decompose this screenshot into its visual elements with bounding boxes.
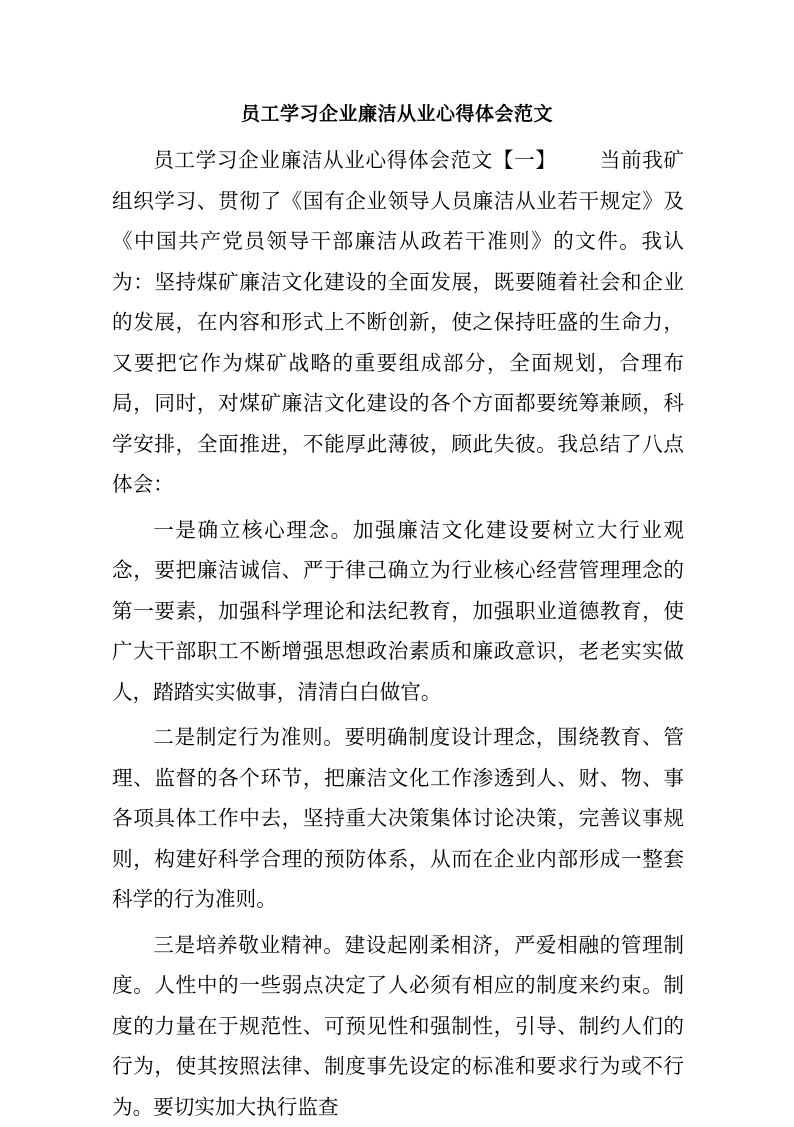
- paragraph-1: 一是确立核心理念。加强廉洁文化建设要树立大行业观念，要把廉洁诚信、严于律己确立为行业核心经营管理理念的第一要素，加强科学理论和法纪教育，加强职业道德教育，使广大干部职工不断增强思想政治素质和廉政意识，老老实实做人，踏踏实实做事，清清白白做官。: [112, 510, 684, 713]
- intro-gap: [557, 148, 600, 172]
- document-title: 员工学习企业廉洁从业心得体会范文: [0, 100, 794, 128]
- intro-paragraph: [112, 140, 684, 505]
- paragraph-2: 二是制定行为准则。要明确制度设计理念，围绕教育、管理、监督的各个环节，把廉洁文化工作渗透到人、财、物、事各项具体工作中去，坚持重大决策集体讨论决策，完善议事规则，构建好科学合理的预防体系，从而在企业内部形成一整套科学的行为准则。: [112, 717, 684, 920]
- intro-heading: 员工学习企业廉洁从业心得体会范文【一】: [153, 148, 556, 172]
- document-body: [112, 140, 684, 1127]
- paragraph-3: 三是培养敬业精神。建设起刚柔相济，严爱相融的管理制度。人性中的一些弱点决定了人必须有相应的制度来约束。制度的力量在于规范性、可预见性和强制性，引导、制约人们的行为，使其按照法律、制度事先设定的标准和要求行为或不行为。要切实加大执行监查: [112, 925, 684, 1127]
- intro-text: 当前我矿组织学习、贯彻了《国有企业领导人员廉洁从业若干规定》及《中国共产党员领导干部廉洁从政若干准则》的文件。我认为：坚持煤矿廉洁文化建设的全面发展，既要随着社会和企业的发展，在内容和形式上不断创新，使之保持旺盛的生命力，又要把它作为煤矿战略的重要组成部分，全面规划，合理布局，同时，对煤矿廉洁文化建设的各个方面都要统筹兼顾，科学安排，全面推进，不能厚此薄彼，顾此失彼。我总结了八点体会：: [112, 148, 684, 496]
